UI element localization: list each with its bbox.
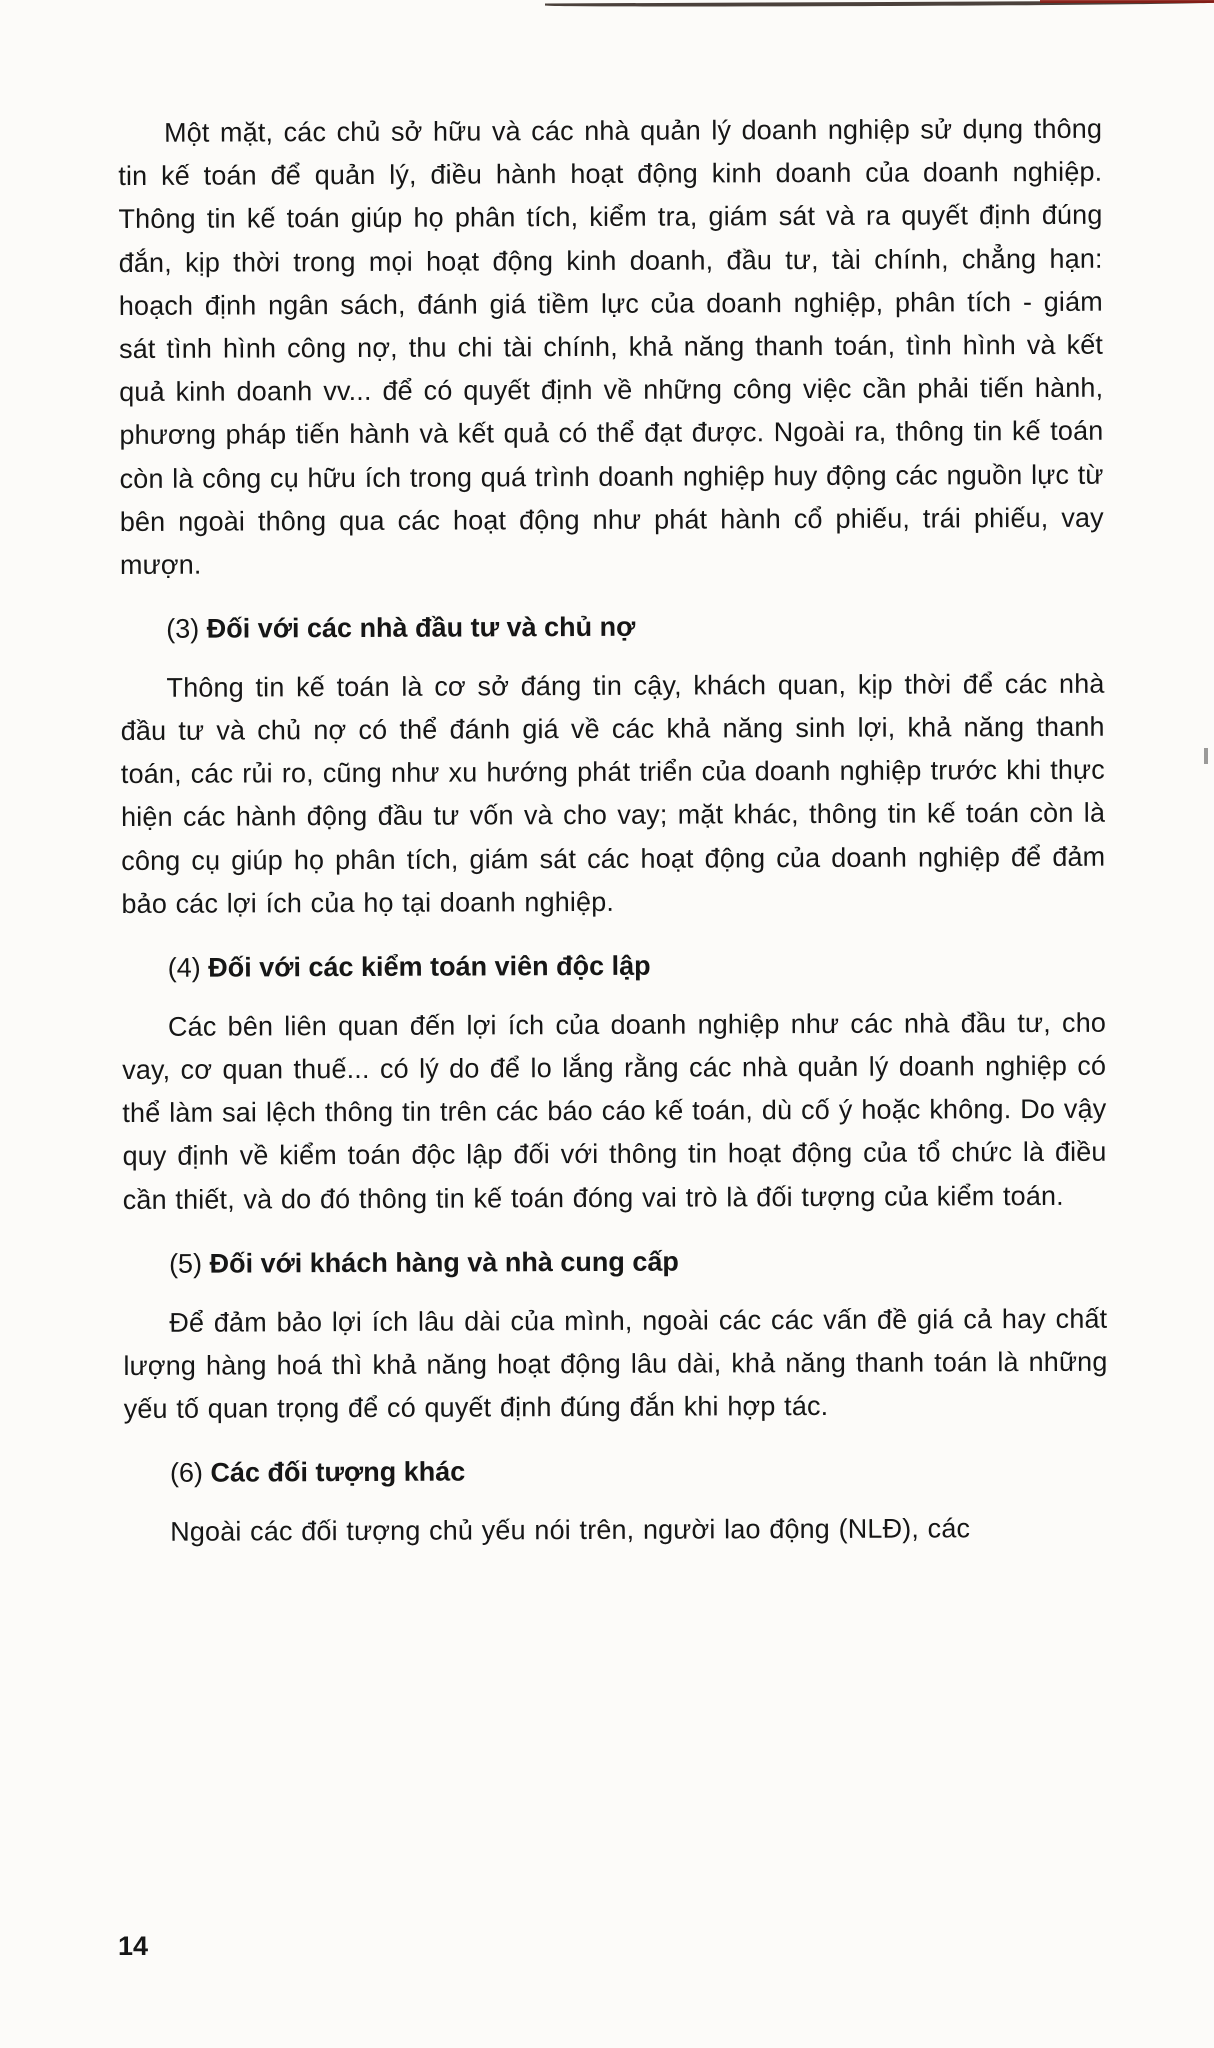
section-heading <box>124 1451 1108 1493</box>
heading-number: (3) <box>166 613 200 644</box>
paragraph: Các bên liên quan đến lợi ích của doanh nghiệp như các nhà đầu tư, cho vay, cơ quan thuế... có lý do để lo lắng rằng các nhà quản lý doanh nghiệp có thể làm sai lệch thông tin trên các báo cáo kế toán, dù cố ý hoặc không. Do vậy quy định về kiểm toán độc lập đối với thông tin hoạt động của tổ chức là điều cần thiết, và do đó thông tin kế toán đóng vai trò là đối tượng của kiểm toán. <box>122 1007 1107 1215</box>
paragraph: Thông tin kế toán là cơ sở đáng tin cậy, khách quan, kịp thời để các nhà đầu tư và chủ nợ có thể đánh giá về các khả năng sinh lợi, khả năng thanh toán, các rủi ro, cũng như xu hướng phát triển của doanh nghiệp trước khi thực hiện các hành động đầu tư vốn và cho vay; mặt khác, thông tin kế toán còn là công cụ giúp họ phân tích, giám sát các hoạt động của doanh nghiệp để đảm bảo các lợi ích của họ tại doanh nghiệp. <box>120 668 1106 919</box>
heading-title: Đối với khách hàng và nhà cung cấp <box>209 1246 679 1279</box>
heading-number: (5) <box>168 1248 203 1279</box>
section-heading <box>122 946 1106 988</box>
heading-title: Đối với các kiểm toán viên độc lập <box>208 950 651 983</box>
page-content <box>118 108 1108 1559</box>
scan-artifact-right-edge <box>1204 748 1208 764</box>
heading-number: (4) <box>167 952 201 983</box>
heading-title: Các đối tượng khác <box>210 1456 466 1488</box>
section-heading <box>123 1241 1107 1283</box>
section-heading <box>120 607 1104 649</box>
paragraph: Ngoài các đối tượng chủ yếu nói trên, người lao động (NLĐ), các <box>170 1513 971 1547</box>
heading-number: (6) <box>169 1457 204 1488</box>
paragraph: Để đảm bảo lợi ích lâu dài của mình, ngoài các các vấn đề giá cả hay chất lượng hàng hoá thì khả năng hoạt động lâu dài, khả năng thanh toán là những yếu tố quan trọng để có quyết định đúng đắn khi hợp tác. <box>123 1303 1108 1424</box>
paragraph: Một mặt, các chủ sở hữu và các nhà quản lý doanh nghiệp sử dụng thông tin kế toán để quản lý, điều hành hoạt động kinh doanh của doanh nghiệp. Thông tin kế toán giúp họ phân tích, kiểm tra, giám sát và ra quyết định đúng đắn, kịp thời trong mọi hoạt động kinh doanh, đầu tư, tài chính, chẳng hạn: hoạch định ngân sách, đánh giá tiềm lực của doanh nghiệp, phân tích - giám sát tình hình công nợ, thu chi tài chính, khả năng thanh toán, tình hình và kết quả kinh doanh vv... để có quyết định về những công việc cần phải tiến hành, phương pháp tiến hành và kết quả có thể đạt được. Ngoài ra, thông tin kế toán còn là công cụ hữu ích trong quá trình doanh nghiệp huy động các nguồn lực từ bên ngoài thông qua các hoạt động như phát hành cổ phiếu, trái phiếu, vay mượn. <box>118 113 1104 580</box>
heading-title: Đối với các nhà đầu tư và chủ nợ <box>206 611 636 644</box>
page-number: 14 <box>118 1931 149 1961</box>
scan-artifact-top-right-red <box>1040 0 1214 3</box>
